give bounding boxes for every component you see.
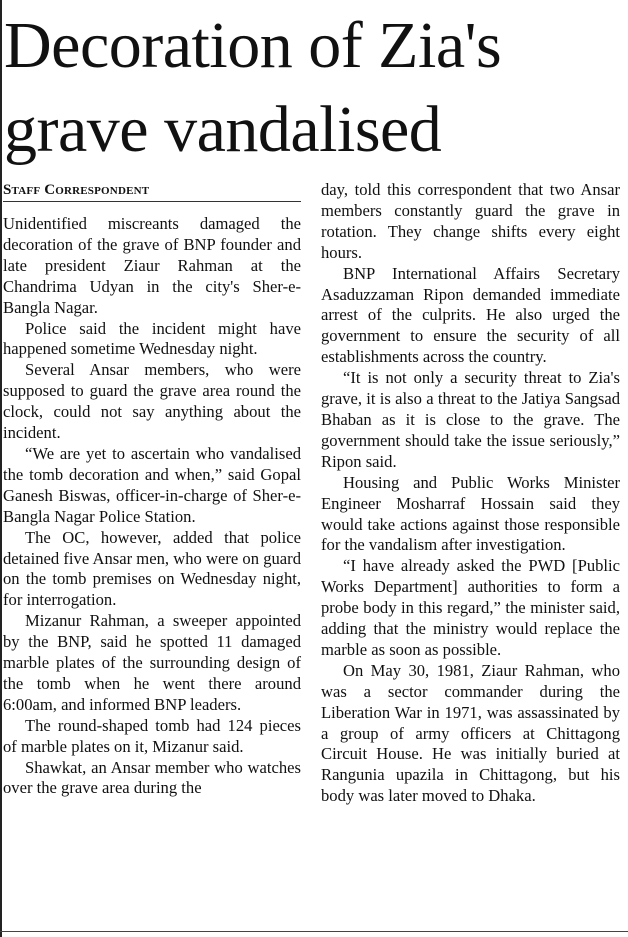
paragraph: Several Ansar members, who were supposed to guard the grave area round the clock, could not say anything about the incident.: [3, 360, 301, 443]
paragraph: The round-shaped tomb had 124 pieces of marble plates on it, Mizanur said.: [3, 715, 301, 756]
paragraph: Shawkat, an Ansar member who watches over the grave area during the: [3, 757, 301, 798]
byline: Staff Correspondent: [3, 180, 301, 202]
paragraph: “It is not only a security threat to Zia's grave, it is also a threat to the Jatiya Sangsad Bhaban as it is close to the grave. The government should take the issue seriously,” Ripon said.: [321, 368, 620, 471]
paragraph: On May 30, 1981, Ziaur Rahman, who was a sector commander during the Liberation War in 1971, was assassinated by a group of army officers at Chittagong Circuit House. He was initially buried at Rangunia upazila in Chittagong, but his body was later moved to Dhaka.: [321, 660, 620, 806]
paragraph: Police said the incident might have happened sometime Wednesday night.: [3, 318, 301, 359]
column-left: [3, 180, 301, 799]
paragraph: Mizanur Rahman, a sweeper appointed by the BNP, said he spotted 11 damaged marble plates of the surrounding design of the tomb when he went there around 6:00am, and informed BNP leaders.: [3, 611, 301, 714]
column-right: [321, 180, 620, 807]
left-border-rule: [0, 0, 2, 937]
bottom-border-rule: [0, 931, 628, 932]
headline: Decoration of Zia's grave vandalised: [4, 9, 502, 166]
paragraph: Unidentified miscreants damaged the decoration of the grave of BNP founder and late president Ziaur Rahman at the Chandrima Udyan in the city's Sher-e-Bangla Nagar.: [3, 214, 301, 317]
paragraph: “We are yet to ascertain who vandalised the tomb decoration and when,” said Gopal Ganesh Biswas, officer-in-charge of Sher-e-Bangla Nagar Police Station.: [3, 443, 301, 526]
paragraph: day, told this correspondent that two Ansar members constantly guard the grave in rotation. They change shifts every eight hours.: [321, 180, 620, 262]
paragraph: The OC, however, added that police detained five Ansar men, who were on guard on the tomb premises on Wednesday night, for interrogation.: [3, 527, 301, 610]
paragraph: BNP International Affairs Secretary Asaduzzaman Ripon demanded immediate arrest of the culprits. He also urged the government to ensure the security of all establishments across the country.: [321, 263, 620, 367]
paragraph: Housing and Public Works Minister Engineer Mosharraf Hossain said they would take actions against those responsible for the vandalism after investigation.: [321, 472, 620, 555]
paragraph: “I have already asked the PWD [Public Works Department] authorities to form a probe body in this regard,” the minister said, adding that the ministry would replace the marble as soon as possible.: [321, 556, 620, 659]
